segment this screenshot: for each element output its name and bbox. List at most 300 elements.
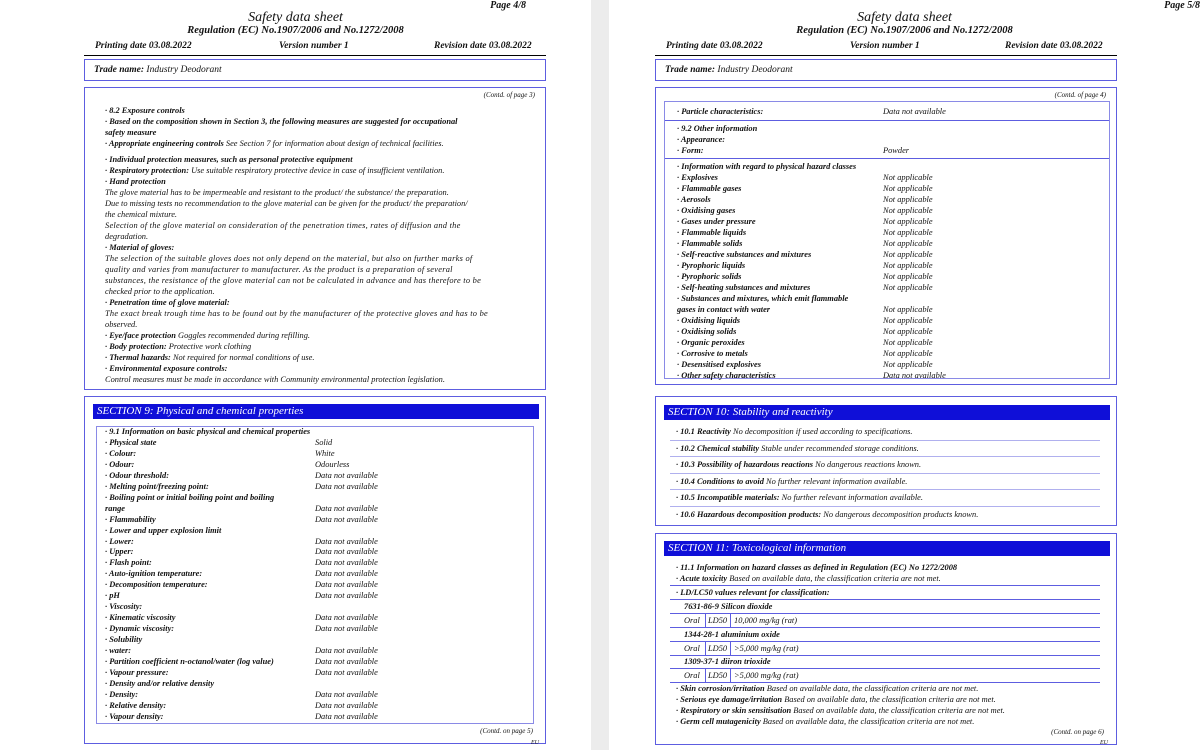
other-info-row: [677, 123, 757, 134]
stability-line-text: Stable under recommended storage conditions.: [759, 443, 919, 453]
version-number: Version number 1: [279, 41, 349, 51]
hazard-row: [677, 183, 741, 194]
continued-note: (Contd. of page 3): [483, 91, 535, 99]
exposure-line-text: checked prior to the application.: [105, 287, 215, 296]
stability-line: [676, 476, 907, 487]
hazard-row-label: · Organic peroxides: [677, 337, 745, 347]
regulation-line: Regulation (EC) No.1907/2006 and No.1272/2008: [187, 25, 404, 36]
section-11-box: [655, 533, 1117, 745]
property-row: [105, 623, 174, 634]
printing-date: Printing date 03.08.2022: [666, 41, 763, 51]
property-row-label: · Physical state: [105, 437, 157, 447]
hazard-row-label: gases in contact with water: [677, 304, 771, 314]
exposure-line-label: safety measure: [105, 128, 157, 137]
document-title: Safety data sheet: [857, 10, 952, 25]
property-row: [105, 459, 134, 470]
stability-line-label: · 10.5 Incompatible materials:: [676, 493, 780, 502]
hazard-row-value: Not applicable: [883, 249, 933, 259]
hazard-row-label: · Oxidising gases: [677, 205, 736, 215]
hazard-row: [677, 238, 742, 249]
property-row-value: Data not available: [315, 569, 378, 579]
property-row-value: Data not available: [315, 613, 378, 623]
substance-route: Oral: [684, 643, 700, 653]
hazard-row-label: · Self-reactive substances and mixtures: [677, 249, 812, 259]
continued-note-bottom: (Contd. on page 6): [1051, 728, 1104, 736]
substance-route: Oral: [684, 616, 700, 625]
substance-name: [684, 601, 772, 612]
stability-line-text: No decomposition if used according to specifications.: [730, 427, 913, 436]
substance-value: 10,000 mg/kg (rat): [734, 616, 798, 625]
hazard-row-label: · Self-heating substances and mixtures: [677, 282, 811, 292]
exposure-line: [105, 341, 251, 352]
toxicology-line-label: · Serious eye damage/irritation: [676, 695, 783, 704]
trade-name: Trade name: Industry Deodorant: [665, 65, 793, 75]
exposure-line-text: quality and varies from manufacturer to manufacturer. As the product is a preparation of several: [105, 265, 453, 274]
stability-line-text: No further relevant information available.: [779, 493, 923, 502]
row-divider: [670, 473, 1100, 474]
hazard-row: [677, 249, 811, 260]
exposure-line-text: The glove material has to be impermeable and resistant to the product/ the substance/ the preparation.: [105, 188, 449, 197]
exposure-line: [105, 264, 453, 275]
property-row-value: Data not available: [315, 481, 378, 491]
property-row: [105, 634, 142, 645]
other-info-row-label: · Appearance:: [677, 135, 726, 144]
property-row-value: Data not available: [315, 558, 378, 568]
row-divider: [665, 120, 1109, 121]
property-row: [105, 470, 169, 481]
hazard-row-label: · Flammable solids: [677, 238, 743, 248]
property-row-label: · Boiling point or initial boiling point and boiling: [105, 492, 275, 502]
hazard-row-value: Not applicable: [883, 205, 933, 215]
exposure-line-label: · Hand protection: [105, 177, 166, 186]
exposure-line: [105, 352, 314, 363]
other-info-row: [677, 134, 725, 145]
property-row-label: · Dynamic viscosity:: [105, 624, 175, 634]
regulation-line: Regulation (EC) No.1907/2006 and No.1272/2008: [796, 25, 1013, 36]
other-info-row-label: · Form:: [677, 146, 704, 155]
hazard-row-label: · Gases under pressure: [677, 216, 756, 226]
cell-divider: [730, 641, 731, 655]
property-row-value: Odourless: [315, 459, 350, 469]
toxicology-line: [676, 694, 996, 705]
hazard-row-label: · Desensitised explosives: [677, 359, 761, 369]
page-number: Page 4/8: [490, 0, 526, 11]
hazard-row: [677, 227, 746, 238]
stability-line-text: No dangerous reactions known.: [813, 460, 922, 469]
page-gutter: [591, 0, 609, 750]
exposure-line: [105, 154, 353, 165]
property-row-value: Data not available: [315, 656, 378, 666]
continued-note-bottom: (Contd. on page 5): [480, 727, 533, 735]
property-row-label: · Odour:: [105, 459, 135, 469]
exposure-line: [105, 253, 472, 264]
property-row: [105, 689, 138, 700]
exposure-line-text: Goggles recommended during refilling.: [175, 331, 310, 340]
hazard-row: [677, 194, 711, 205]
substance-name: [684, 629, 780, 640]
exposure-line: [105, 198, 468, 209]
exposure-line-text: See Section 7 for information about design of technical facilities.: [223, 139, 444, 148]
hazard-row: [677, 337, 745, 348]
property-row: [105, 437, 156, 448]
property-row-label: · Melting point/freezing point:: [105, 481, 209, 491]
hazard-row-label: · Aerosols: [677, 194, 711, 204]
property-row-label: · Viscosity:: [105, 602, 143, 612]
property-row-label: · Kinematic viscosity: [105, 613, 176, 623]
hazard-row-label: · Substances and mixtures, which emit flammable: [677, 293, 849, 303]
stability-line: [676, 509, 978, 520]
property-row-value: Data not available: [315, 711, 378, 721]
exposure-line: [105, 308, 488, 319]
continued-note: (Contd. of page 4): [1054, 91, 1106, 99]
row-divider: [670, 613, 1100, 614]
substance-name-label: 1344-28-1 aluminium oxide: [684, 629, 780, 639]
hazard-row: [677, 216, 756, 227]
eu-mark: EU: [531, 740, 539, 746]
row-divider: [670, 599, 1100, 600]
exposure-line-text: substances, the resistance of the glove material can not be calculated in advance and has therefore to be: [105, 276, 482, 285]
property-row-value: Data not available: [315, 646, 378, 655]
stability-line: [676, 426, 912, 437]
row-divider: [670, 641, 1100, 642]
hazard-row-value: Not applicable: [883, 315, 933, 325]
header-rule: [84, 55, 546, 56]
property-row-value: Data not available: [315, 591, 378, 601]
toxicology-line-text: Based on available data, the classification criteria are not met.: [727, 574, 941, 583]
hazard-row-value: Not applicable: [883, 326, 933, 336]
section-11-title: SECTION 11: Toxicological information: [664, 541, 1110, 556]
exposure-line: [105, 220, 461, 231]
toxicology-line-label: · Skin corrosion/irritation: [676, 684, 765, 693]
exposure-line: [105, 286, 215, 297]
property-row-value: Data not available: [315, 470, 378, 480]
toxicology-line-text: Based on available data, the classification criteria are not met.: [764, 684, 979, 693]
property-row: [105, 667, 169, 678]
exposure-line-text: The selection of the suitable gloves does not only depend on the material, but also on further marks of: [105, 254, 473, 263]
eu-mark: EU: [1100, 740, 1108, 746]
hazard-row-value: Data not available: [883, 370, 946, 380]
property-row-label: · Relative density:: [105, 700, 167, 710]
section-9-continued-box: [655, 87, 1117, 385]
toxicology-line: [676, 705, 1005, 716]
row-divider: [670, 506, 1100, 507]
exposure-line: [105, 187, 449, 198]
property-row-label: · Colour:: [105, 448, 137, 458]
property-row-label: · Density:: [105, 689, 139, 699]
document-title: Safety data sheet: [248, 10, 343, 25]
property-row: [105, 426, 310, 437]
hazard-row: [677, 260, 745, 271]
toxicology-line-text: Based on available data, the classification criteria are not met.: [791, 706, 1005, 715]
exposure-line: [105, 297, 230, 308]
revision-date: Revision date 03.08.2022: [434, 41, 532, 51]
section-10-box: [655, 396, 1117, 526]
exposure-line: [105, 138, 444, 149]
hazard-row-value: Not applicable: [883, 172, 933, 182]
exposure-line: [105, 319, 137, 330]
exposure-line-text: Use suitable respiratory protective device in case of insufficient ventilation.: [188, 166, 445, 175]
exposure-line: [105, 209, 177, 220]
row-divider: [665, 158, 1109, 159]
hazard-row: [677, 315, 740, 326]
property-row-value: Data not available: [315, 689, 378, 699]
exposure-line: [105, 116, 458, 127]
cell-divider: [730, 613, 731, 627]
row-divider: [670, 456, 1100, 457]
hazard-row-label: · Pyrophoric liquids: [677, 260, 746, 270]
property-row: [105, 448, 136, 459]
property-row-label: · Flash point:: [105, 558, 152, 568]
hazard-row-label: · Pyrophoric solids: [677, 271, 742, 281]
exposure-line: [105, 374, 445, 385]
exposure-line: [105, 105, 185, 116]
substance-route: Oral: [684, 671, 700, 680]
property-row-value: Data not available: [315, 503, 378, 513]
exposure-line: [105, 176, 166, 187]
exposure-line: [105, 165, 444, 176]
hazard-row-label: · Oxidising solids: [677, 326, 737, 336]
exposure-line: [105, 275, 481, 286]
section-9-box: [84, 396, 546, 744]
ld-header: [676, 587, 830, 598]
property-row: [105, 503, 125, 514]
section-10-title: SECTION 10: Stability and reactivity: [664, 405, 1110, 420]
row-divider: [670, 440, 1100, 441]
exposure-line: [105, 242, 174, 253]
property-row-value: Data not available: [315, 514, 378, 524]
hazard-row-value: Not applicable: [883, 271, 933, 281]
substance-name-label: 7631-86-9 Silicon dioxide: [684, 602, 773, 611]
property-row-label: · Vapour density:: [105, 711, 164, 721]
hazard-row-value: Not applicable: [883, 194, 933, 204]
toxicology-line-text: Based on available data, the classification criteria are not met.: [782, 695, 996, 704]
stability-line-label: · 10.2 Chemical stability: [676, 443, 760, 453]
property-row-label: · Decomposition temperature:: [105, 580, 208, 590]
printing-date: Printing date 03.08.2022: [95, 41, 192, 51]
section-9-title: SECTION 9: Physical and chemical properties: [93, 404, 539, 419]
property-row: [105, 492, 274, 503]
hazard-row-label: · Explosives: [677, 172, 718, 182]
hazard-row-label: · Oxidising liquids: [677, 315, 741, 325]
exposure-line-label: · Material of gloves:: [105, 243, 175, 252]
exposure-line-text: Selection of the glove material on consideration of the penetration times, rates of diffusion and the: [105, 221, 461, 230]
property-row-label: · Vapour pressure:: [105, 667, 169, 677]
hazard-row-value: Not applicable: [883, 183, 933, 193]
property-row: [105, 590, 120, 601]
exposure-line-text: observed.: [105, 320, 138, 329]
stability-line-text: No dangerous decomposition products known.: [821, 509, 979, 519]
stability-line-label: · 10.4 Conditions to avoid: [676, 476, 764, 486]
stability-line-label: · 10.1 Reactivity: [676, 427, 731, 436]
property-row: [105, 525, 221, 536]
exposure-line-text: Not required for normal conditions of use.: [170, 353, 315, 362]
property-row-value: Data not available: [315, 667, 378, 677]
property-row-label: · Partition coefficient n-octanol/water (log value): [105, 656, 274, 666]
property-row-label: · Lower and upper explosion limit: [105, 525, 222, 535]
hazard-row-value: Not applicable: [883, 348, 933, 358]
substance-name-label: 1309-37-1 diiron trioxide: [684, 657, 771, 666]
stability-line-label: · 10.6 Hazardous decomposition products:: [676, 509, 822, 519]
characteristics-table: [664, 101, 1110, 379]
property-row-value: Data not available: [315, 536, 378, 546]
hazard-row: [677, 359, 761, 370]
hazard-row-label: · Flammable gases: [677, 183, 742, 193]
property-row-value: Data not available: [315, 700, 378, 710]
property-row: [105, 601, 142, 612]
property-row: [105, 612, 175, 623]
exposure-line-label: · Environmental exposure controls:: [105, 364, 228, 373]
property-row: [105, 481, 209, 492]
particle-row-value: Data not available: [883, 107, 946, 116]
toxicology-line-text: Based on available data, the classification criteria are not met.: [760, 717, 975, 726]
exposure-line: [105, 127, 156, 138]
exposure-line: [105, 363, 227, 374]
toxicology-line-label: · Germ cell mutagenicity: [676, 717, 761, 726]
hazard-row-label: · Information with regard to physical hazard classes: [677, 162, 857, 171]
substance-value: >5,000 mg/kg (rat): [734, 643, 799, 653]
hazard-row-value: Not applicable: [883, 282, 933, 292]
other-info-row: [677, 145, 704, 156]
exposure-line-label: · Based on the composition shown in Section 3, the following measures are suggested for occupational: [105, 117, 458, 126]
hazard-row: [677, 161, 856, 172]
exposure-line-label: · Respiratory protection:: [105, 166, 189, 175]
substance-name: [684, 656, 771, 667]
toxicology-line-label: · Respiratory or skin sensitisation: [676, 706, 792, 715]
stability-line-label: · 10.3 Possibility of hazardous reactions: [676, 460, 814, 469]
particle-row: [677, 106, 763, 117]
exposure-line-label: · 8.2 Exposure controls: [105, 106, 185, 115]
trade-name: Trade name: Industry Deodorant: [94, 65, 222, 75]
hazard-row-value: Not applicable: [883, 227, 933, 237]
exposure-line-label: · Eye/face protection: [105, 331, 176, 340]
property-row-value: Solid: [315, 437, 333, 447]
property-row-value: Data not available: [315, 580, 378, 590]
hazard-row: [677, 172, 718, 183]
property-row: [105, 711, 163, 722]
toxicology-line: [676, 562, 957, 573]
property-row: [105, 700, 166, 711]
page-4: [0, 0, 591, 750]
property-row-value: Data not available: [315, 547, 378, 557]
property-row-value: White: [315, 448, 335, 458]
row-divider: [670, 489, 1100, 490]
property-row-label: · Upper:: [105, 547, 134, 557]
properties-table: [96, 426, 534, 724]
property-row: [105, 568, 202, 579]
exposure-line: [105, 330, 310, 341]
property-row-label: · Auto-ignition temperature:: [105, 569, 203, 579]
exposure-line-text: Control measures must be made in accordance with Community environmental protection legislation.: [105, 375, 445, 384]
hazard-row-value: Not applicable: [883, 216, 933, 226]
substance-type: LD50: [708, 643, 728, 653]
toxicology-line: [676, 716, 974, 727]
row-divider: [670, 668, 1100, 669]
exposure-line-label: · Body protection:: [105, 342, 167, 351]
exposure-line-label: · Thermal hazards:: [105, 353, 171, 362]
toxicology-line: [676, 683, 978, 694]
hazard-row: [677, 304, 770, 315]
hazard-row-value: Not applicable: [883, 304, 933, 314]
hazard-row-value: Not applicable: [883, 260, 933, 270]
exposure-line-text: The exact break trough time has to be found out by the manufacturer of the protective gloves and has to be: [105, 309, 488, 318]
property-row-label: · water:: [105, 646, 132, 655]
property-row-value: Data not available: [315, 624, 378, 634]
other-info-row-label: · 9.2 Other information: [677, 124, 758, 133]
cell-divider: [705, 641, 706, 655]
hazard-row: [677, 370, 776, 381]
exposure-line-label: · Penetration time of glove material:: [105, 298, 230, 307]
hazard-row: [677, 326, 736, 337]
stability-line: [676, 459, 921, 470]
property-row: [105, 656, 274, 667]
property-row: [105, 514, 156, 525]
substance-value: >5,000 mg/kg (rat): [734, 671, 799, 680]
substance-type: LD50: [708, 671, 728, 680]
stability-line-text: No further relevant information available.: [763, 476, 908, 486]
property-row-label: · Flammability: [105, 514, 156, 524]
hazard-row-label: · Flammable liquids: [677, 227, 747, 237]
particle-row-label: · Particle characteristics:: [677, 107, 764, 116]
version-number: Version number 1: [850, 41, 920, 51]
property-row: [105, 536, 134, 547]
hazard-row-value: Not applicable: [883, 238, 933, 248]
property-row-label: · Odour threshold:: [105, 470, 169, 480]
exposure-line-label: · Appropriate engineering controls: [105, 139, 224, 148]
hazard-row-value: Not applicable: [883, 337, 933, 347]
exposure-line-text: degradation.: [105, 232, 149, 241]
toxicology-line: [676, 573, 941, 584]
exposure-line-text: Protective work clothing: [166, 342, 252, 351]
cell-divider: [705, 668, 706, 682]
hazard-row-label: · Corrosive to metals: [677, 348, 748, 358]
hazard-row-label: · Other safety characteristics: [677, 370, 776, 380]
property-row: [105, 678, 214, 689]
property-row-label: range: [105, 503, 126, 513]
toxicology-line-label: · Acute toxicity: [676, 574, 728, 583]
hazard-row-value: Not applicable: [883, 359, 933, 369]
hazard-row: [677, 348, 748, 359]
exposure-line: [105, 231, 148, 242]
stability-line: [676, 492, 923, 503]
property-row-label: · 9.1 Information on basic physical and chemical properties: [105, 427, 311, 436]
exposure-controls-box: [84, 87, 546, 390]
revision-date: Revision date 03.08.2022: [1005, 41, 1103, 51]
row-divider: [670, 585, 1100, 586]
trade-name-box: [655, 59, 1117, 81]
property-row-label: · Lower:: [105, 536, 134, 546]
stability-line: [676, 443, 919, 454]
other-info-row-value: Powder: [883, 146, 910, 155]
trade-name-box: [84, 59, 546, 81]
hazard-row: [677, 293, 848, 304]
property-row: [105, 645, 131, 656]
hazard-row: [677, 205, 735, 216]
property-row-label: · Solubility: [105, 635, 143, 645]
exposure-line-text: Due to missing tests no recommendation to the glove material can be given for the product/ the preparation/: [105, 199, 468, 208]
exposure-line-label: · Individual protection measures, such as personal protective equipment: [105, 155, 353, 164]
page-number: Page 5/8: [1164, 0, 1200, 11]
property-row: [105, 557, 152, 568]
property-row-label: · pH: [105, 591, 120, 601]
exposure-line-text: the chemical mixture.: [105, 210, 178, 219]
cell-divider: [705, 613, 706, 627]
cell-divider: [730, 668, 731, 682]
page-5: [609, 0, 1200, 750]
property-row: [105, 579, 208, 590]
header-rule: [655, 55, 1117, 56]
hazard-row: [677, 271, 741, 282]
ld-header-label: · LD/LC50 values relevant for classification:: [676, 588, 830, 597]
